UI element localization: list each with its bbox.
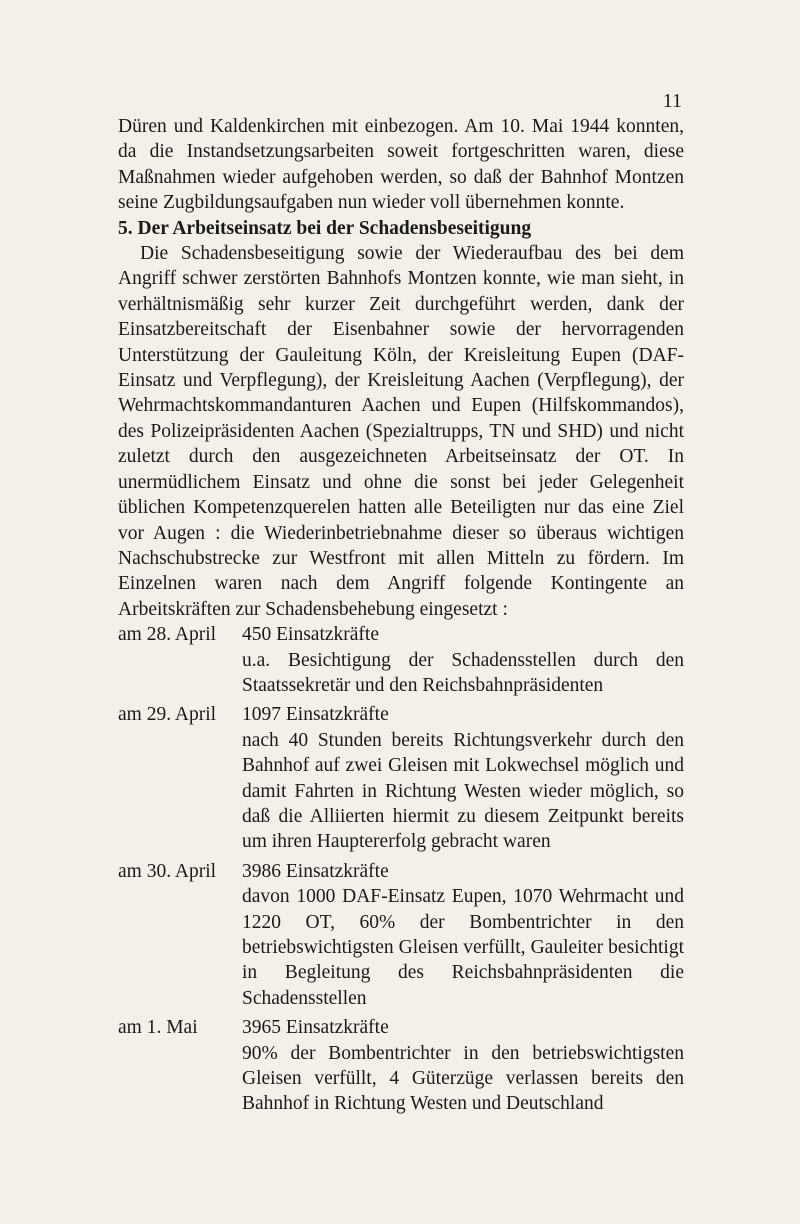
list-item [118, 1015, 684, 1117]
entry-count: 1097 Einsatzkräfte [242, 704, 389, 726]
entry-date: am 30. April [118, 860, 217, 882]
list-item [118, 702, 684, 854]
entry-count: 3986 Einsatzkräfte [242, 860, 389, 882]
entry-date: am 28. April [118, 624, 217, 646]
entry-detail: u.a. Besichtigung der Schadensstellen durch den Staatssekretär und den Reichsbahnpräsidenten [242, 649, 684, 696]
page-number: 11 [662, 90, 682, 112]
entry-date: am 29. April [118, 704, 217, 726]
entry-count: 450 Einsatzkräfte [242, 624, 379, 646]
entry-detail: 90% der Bombentrichter in den betriebswichtigsten Gleisen verfüllt, 4 Güterzüge verlassen bereits den Bahnhof in Richtung Westen und Deutschland [242, 1042, 684, 1115]
section-heading: 5. Der Arbeitseinsatz bei der Schadensbeseitigung [118, 217, 532, 239]
entry-detail: nach 40 Stunden bereits Richtungsverkehr durch den Bahnhof auf zwei Gleisen mit Lokwechsel möglich und damit Fahrten in Richtung Westen wieder möglich, so daß die Alliierten hiermit zu diesem Zeitpunkt bereits um ihren Hauptererfolg gebracht waren [242, 729, 684, 853]
entry-detail: davon 1000 DAF-Einsatz Eupen, 1070 Wehrmacht und 1220 OT, 60% der Bombentrichter in den betriebswichtigsten Gleisen verfüllt, Gauleiter besichtigt in Begleitung des Reichsbahnpräsidenten die Schadensstellen [242, 886, 684, 1009]
list-item [118, 622, 684, 698]
list-item [118, 859, 684, 1011]
paragraph-intro: Düren und Kaldenkirchen mit einbezogen. Am 10. Mai 1944 konnten, da die Instandsetzungsarbeiten soweit fortgeschritten waren, diese Maßnahmen wieder aufgehoben werden, so daß der Bahnhof Montzen seine Zugbildungsaufgaben nun wieder voll übernehmen konnte. [118, 116, 684, 214]
page-body [118, 114, 684, 1117]
entry-count: 3965 Einsatzkräfte [242, 1017, 389, 1039]
deployment-list [118, 622, 684, 1117]
paragraph-main: Die Schadensbeseitigung sowie der Wiederaufbau des bei dem Angriff schwer zerstörten Bahnhofs Montzen konnte, wie man sieht, in verhältnismäßig sehr kurzer Zeit durchgeführt werden, dank der Einsatzbereitschaft der Eisenbahner sowie der hervorragenden Unterstützung der Gauleitung Köln, der Kreisleitung Eupen (DAF-Einsatz und Verpflegung), der Kreisleitung Aachen (Verpflegung), der Wehrmachtskommandanturen Aachen und Eupen (Hilfskommandos), des Polizeipräsidenten Aachen (Spezialtrupps, TN und SHD) und nicht zuletzt durch den ausgezeichneten Arbeitseinsatz der OT. In unermüdlichem Einsatz und ohne die sonst bei jeder Gelegenheit üblichen Kompetenzquerelen hatten alle Beteiligten nur das eine Ziel vor Augen : die Wiederinbetriebnahme dieser so überaus wichtigen Nachschubstrecke zur Westfront mit allen Mitteln zu fördern. Im Einzelnen waren nach dem Angriff folgende Kontingente an Arbeitskräften zur Schadensbehebung eingesetzt : [118, 243, 684, 620]
entry-date: am 1. Mai [118, 1017, 198, 1039]
